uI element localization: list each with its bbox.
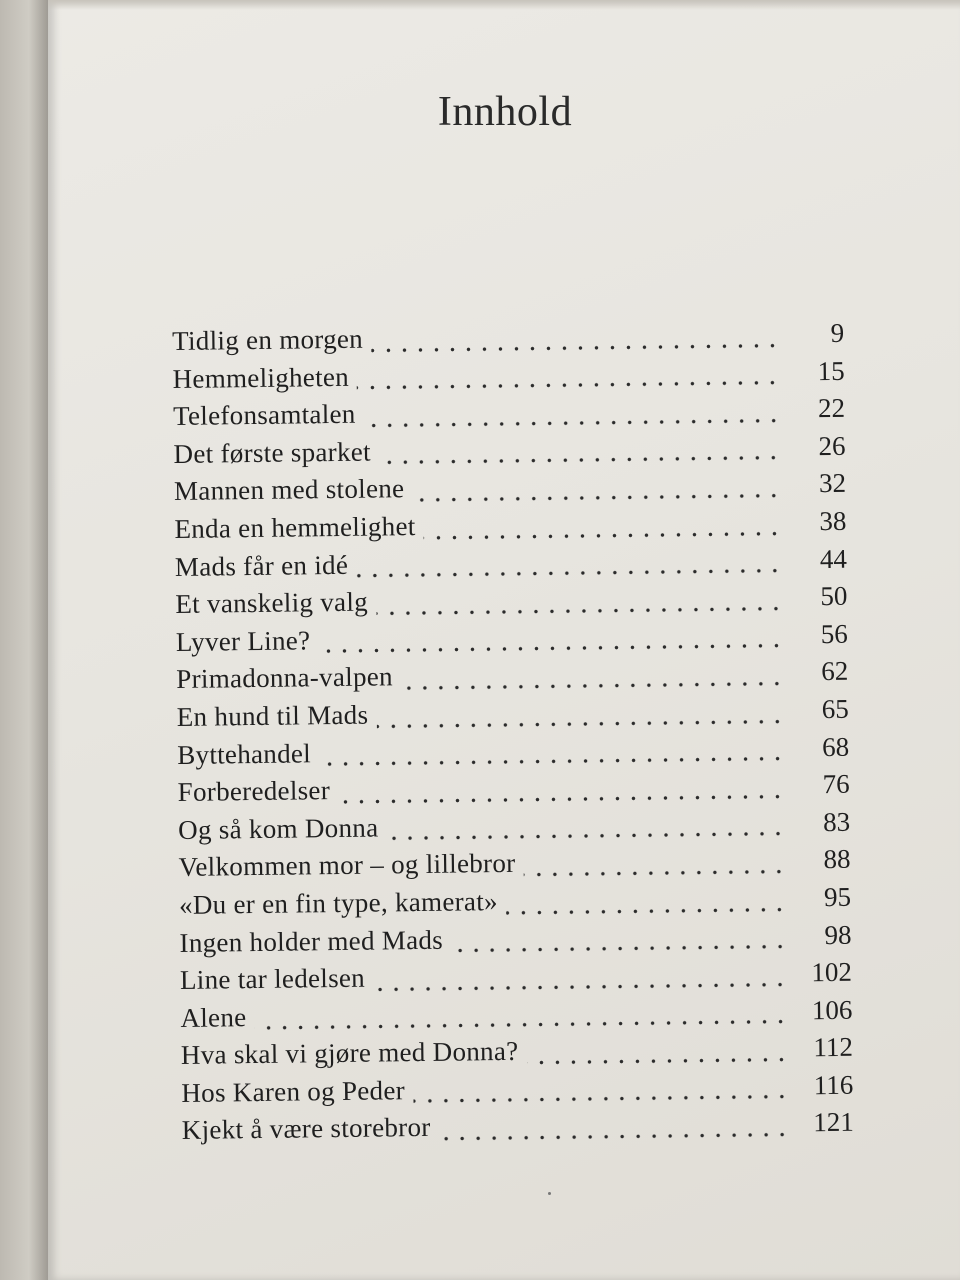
toc-entry-title: Velkommen mor – og lillebror [178,848,516,883]
dot-leader [319,742,785,768]
dot-leader [424,516,783,540]
toc-entry-page-number: 83 [822,806,851,837]
toc-entry-page-number: 32 [818,468,847,499]
toc-entry-page-number: 15 [817,355,845,386]
toc-entry-title: Tidlig en morgen [172,323,364,356]
dot-leader [373,967,788,992]
toc-entry-title: Hos Karen og Peder [181,1075,406,1108]
dot-leader [379,441,782,466]
toc-entry-title: «Du er en fin type, kamerat» [178,885,499,920]
dot-leader [357,366,781,391]
toc-entry-page-number: 50 [820,580,848,612]
toc-entry-page-number: 65 [821,693,849,725]
toc-entry-page-number: 22 [817,392,846,424]
toc-entry-title: Lyver Line? [175,625,311,657]
toc-entry-title: Forberedelser [177,775,331,808]
toc-entry-page-number: 116 [813,1069,854,1101]
dot-leader [401,666,785,691]
dot-leader [356,554,783,579]
toc-entry-page-number: 112 [813,1032,854,1063]
paper-speck [548,1192,551,1195]
toc-entry-page-number: 95 [823,881,852,912]
dot-leader [376,704,785,729]
toc-entry-title: Byttehandel [177,737,312,770]
dot-leader [523,854,786,877]
dot-leader [451,930,788,954]
toc-entry-page-number: 106 [811,994,853,1025]
toc-entry-page-number: 76 [822,768,850,800]
toc-entry-page-number: 98 [824,919,852,950]
toc-entry-page-number: 38 [819,505,847,537]
toc-entry-page-number: 26 [818,430,846,461]
page-top-edge [48,0,960,10]
toc-entry-page-number: 88 [823,844,851,875]
toc-entry-page-number: 56 [820,618,848,649]
dot-leader [371,328,780,353]
toc-entry-title: Hemmeligheten [172,361,350,394]
toc-entry-title: Og så kom Donna [177,812,379,845]
toc-entry-title: Ingen holder med Mads [179,924,444,958]
toc-entry-title: Enda en hemmelighet [174,511,416,544]
toc-entry-page-number: 62 [821,656,849,687]
toc-entry-title: Et vanskelig valg [175,586,369,620]
toc-entry-title: Kjekt å være storebror [181,1112,431,1146]
dot-leader [439,1118,790,1142]
dot-leader [506,892,787,915]
toc-entry-title: Mads får en idé [174,549,349,582]
toc-entry-page-number: 44 [819,543,848,574]
toc-entry-title: Primadonna-valpen [176,661,394,695]
toc-entry-page-number: 102 [811,956,853,988]
toc-entry-title: Alene [180,1001,247,1033]
dot-leader [364,403,782,428]
toc-entry-title: Mannen med stolene [173,473,405,507]
dot-leader [413,1080,790,1105]
dot-leader [386,817,786,842]
page-title: Innhold [437,89,573,135]
toc-entry-title: Telefonsamtalen [172,398,356,432]
dot-leader [376,591,784,616]
toc-entry-title: En hund til Mads [176,699,369,732]
toc-entry-title: Det første sparket [173,436,372,469]
toc-entry-page-number: 68 [822,731,850,762]
book-gutter [0,0,48,1280]
table-of-contents [172,318,854,1153]
toc-entry-title: Line tar ledelsen [179,962,366,996]
dot-leader [254,1005,788,1032]
dot-leader [338,779,786,804]
toc-entry-page-number: 121 [813,1107,854,1138]
dot-leader [318,629,784,655]
dot-leader [526,1042,789,1065]
toc-entry-title: Hva skal vi gjøre med Donna? [180,1036,519,1071]
toc-entry-page-number: 9 [830,317,845,348]
dot-leader [412,479,782,504]
